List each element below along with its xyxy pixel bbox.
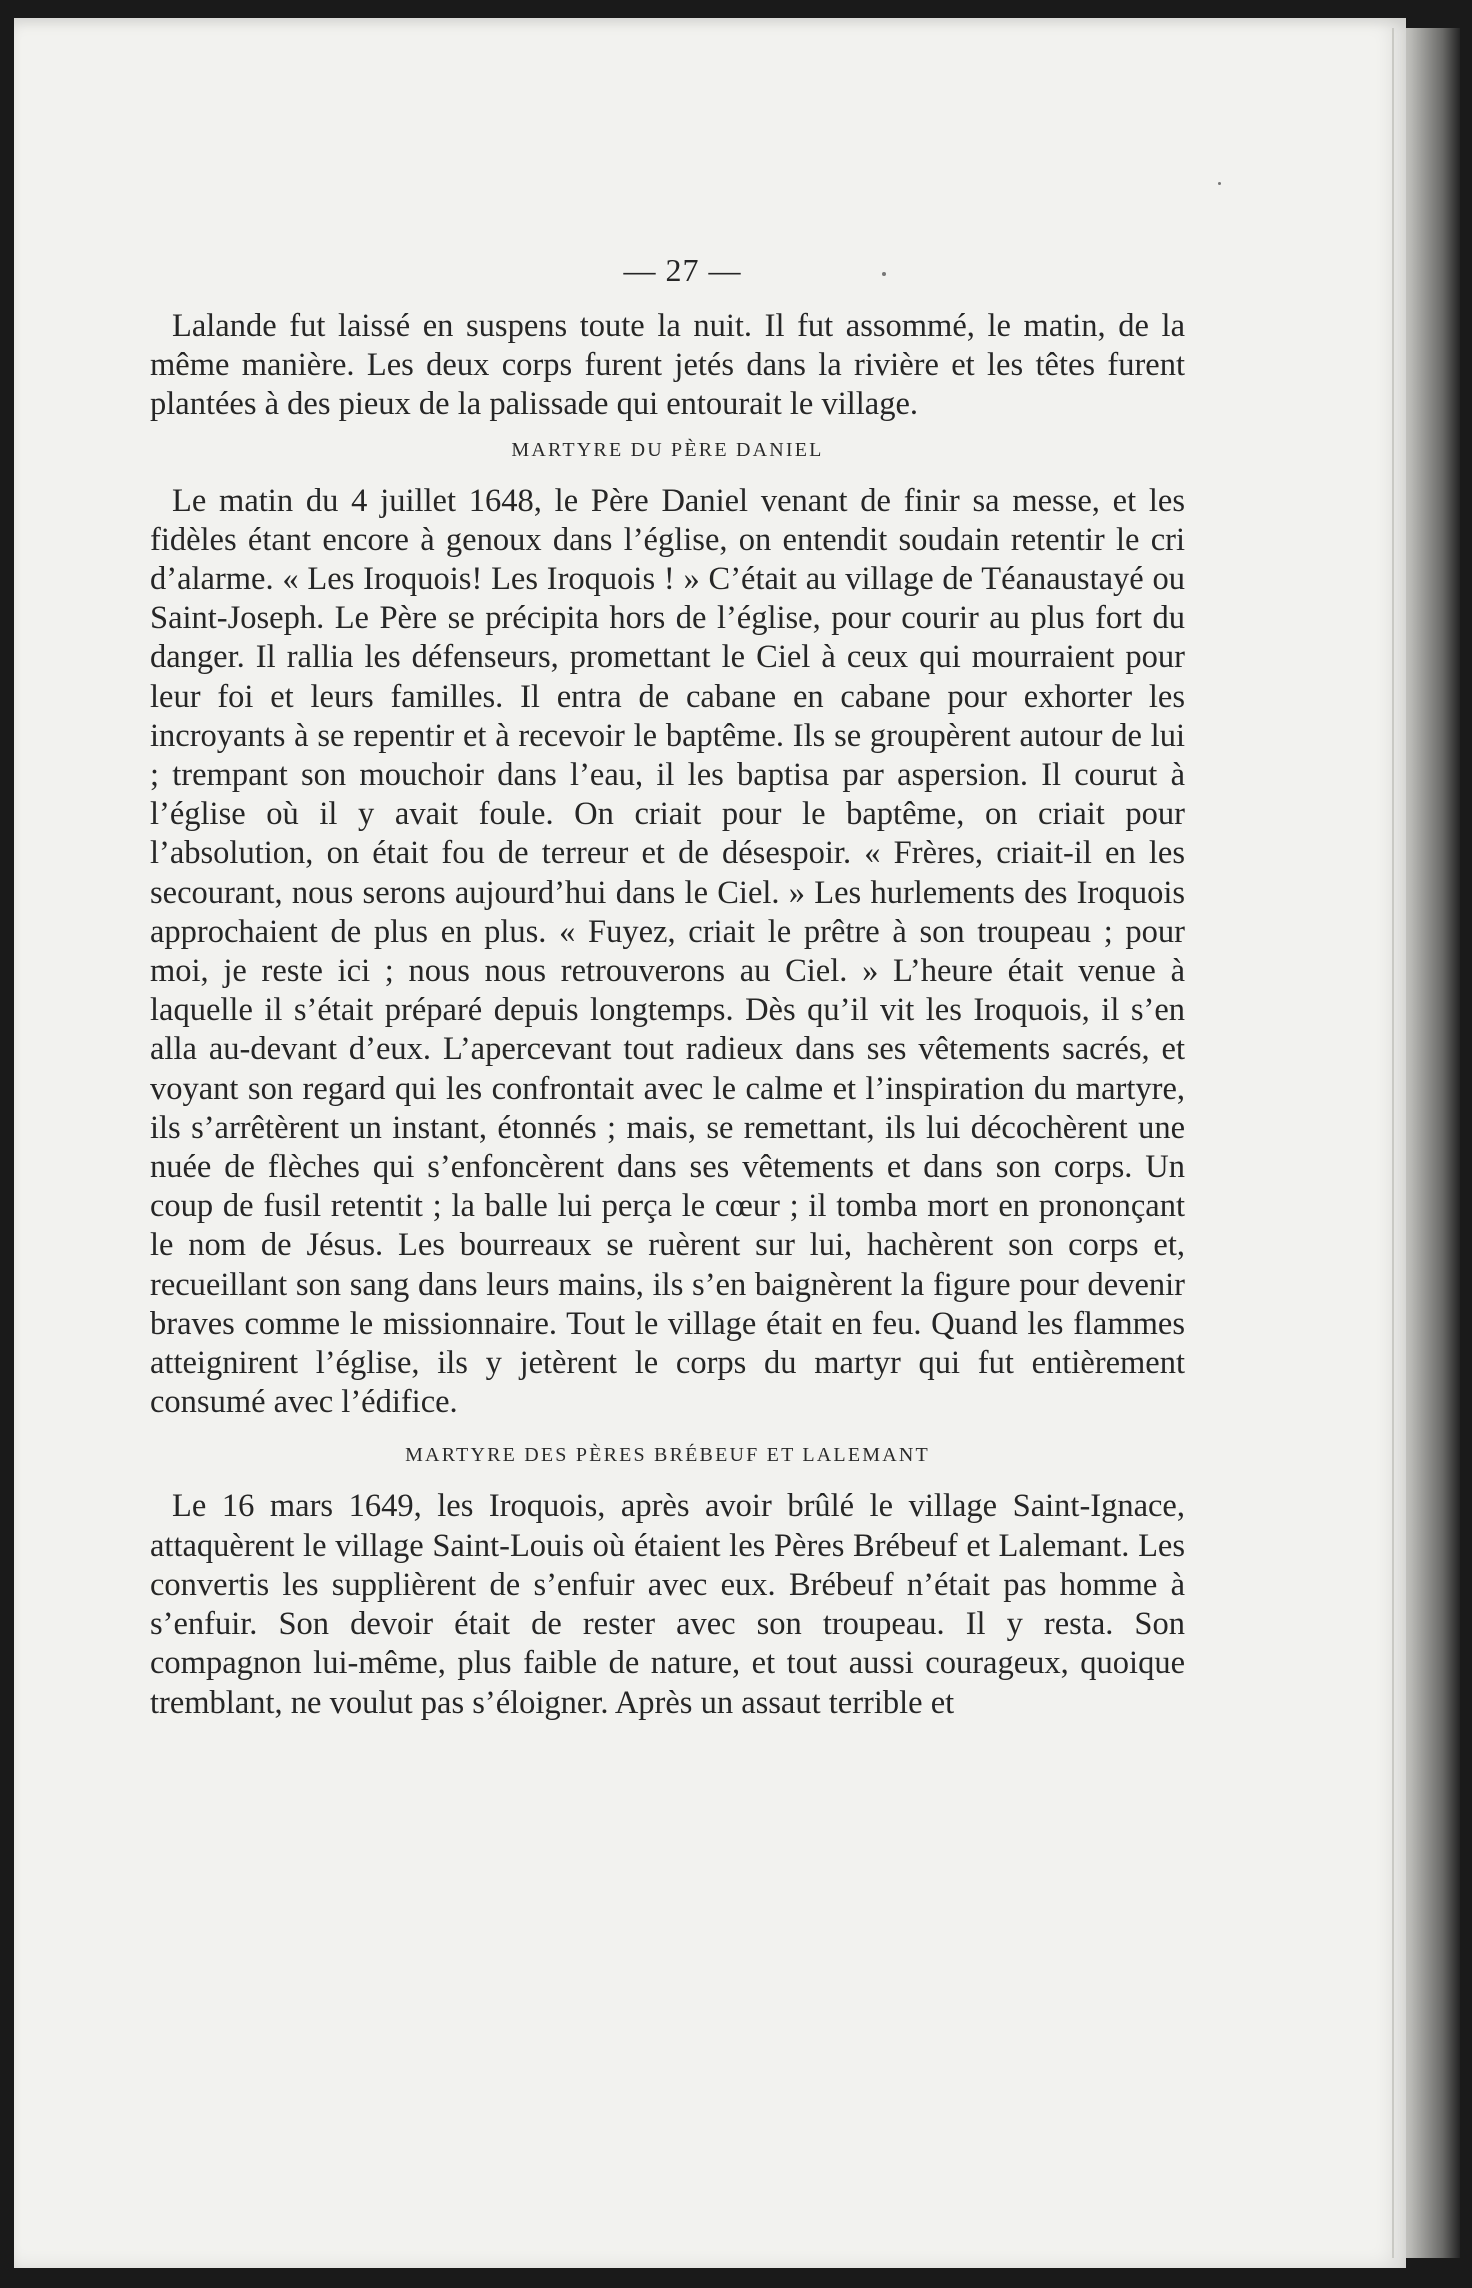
- page-content: [150, 252, 1185, 1723]
- ink-speck: [1218, 182, 1221, 185]
- page-number: — 27 —: [623, 252, 742, 288]
- section-heading-brebeuf: MARTYRE DES PÈRES BRÉBEUF ET LALEMANT: [405, 1444, 930, 1467]
- section-heading-daniel: MARTYRE DU PÈRE DANIEL: [511, 438, 824, 461]
- paragraph-intro: Lalande fut laissé en suspens toute la nuit. Il fut assommé, le matin, de la même manière. Les deux corps furent jetés dans la rivière et les têtes furent plantées à des pieux de la palissade qui entourait le village.: [150, 308, 1185, 423]
- paragraph-daniel: Le matin du 4 juillet 1648, le Père Daniel venant de finir sa messe, et les fidèles étant encore à genoux dans l’église, on entendit soudain retentir le cri d’alarme. « Les Iroquois! Les Iroquois ! » C’était au village de Téanaustayé ou Saint-Joseph. Le Père se précipita hors de l’église, pour courir au plus fort du danger. Il rallia les défenseurs, promettant le Ciel à ceux qui mourraient pour leur foi et leurs familles. Il entra de cabane en cabane pour exhorter les incroyants à se repentir et à recevoir le baptême. Ils se groupèrent autour de lui ; trempant son mouchoir dans l’eau, il les baptisa par aspersion. Il courut à l’église où il y avait foule. On criait pour le baptême, on criait pour l’absolution, on était fou de terreur et de désespoir. « Frères, criait-il en les secourant, nous serons aujourd’hui dans le Ciel. » Les hurlements des Iroquois approchaient de plus en plus. « Fuyez, criait le prêtre à son troupeau ; pour moi, je reste ici ; nous nous retrouverons au Ciel. » L’heure était venue à laquelle il s’était préparé depuis longtemps. Dès qu’il vit les Iroquois, il s’en alla au-devant d’eux. L’apercevant tout radieux dans ses vêtements sacrés, et voyant son regard qui les confrontait avec le calme et l’inspiration du martyre, ils s’arrêtèrent un instant, étonnés ; mais, se remettant, ils lui décochèrent une nuée de flèches qui s’enfoncèrent dans ses vêtements et dans son corps. Un coup de fusil retentit ; la balle lui perça le cœur ; il tomba mort en prononçant le nom de Jésus. Les bourreaux se ruèrent sur lui, hachèrent son corps et, recueillant son sang dans leurs mains, ils s’en baignèrent la figure pour devenir braves comme le missionnaire. Tout le village était en feu. Quand les flammes atteignirent l’église, ils y jetèrent le corps du martyr qui fut entièrement consumé avec l’édifice.: [150, 482, 1185, 1421]
- paragraph-brebeuf: Le 16 mars 1649, les Iroquois, après avoir brûlé le village Saint-Ignace, attaquèrent le village Saint-Louis où étaient les Pères Brébeuf et Lalemant. Les convertis les supplièrent de s’enfuir avec eux. Brébeuf n’était pas homme à s’enfuir. Son devoir était de rester avec son troupeau. Il y resta. Son compagnon lui-même, plus faible de nature, et tout aussi courageux, quoique tremblant, ne voulut pas s’éloigner. Après un assaut terrible et: [150, 1488, 1185, 1721]
- page-edge: [1392, 28, 1394, 2258]
